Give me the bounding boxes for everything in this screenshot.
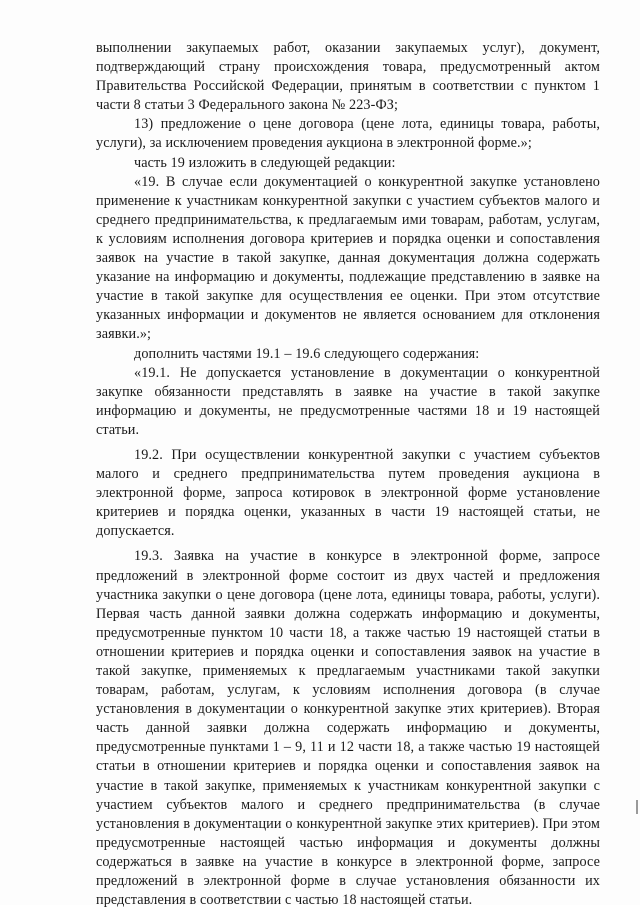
paragraph-add-parts: дополнить частями 19.1 – 19.6 следующего содержания:: [134, 345, 480, 362]
paragraph-part-19: «19. В случае если документацией о конкурентной закупке установлено применение к участникам конкурентной закупки с участием субъектов малого и среднего предпринимательства, к предлагаемым ими товарам, работам, услугам, к условиям исполнения договора критериев и порядка оценки и сопоставления заявок на участие в такой закупке, данная документация должна содержать указание на информацию и документы, подлежащие представлению в заявке на участие в такой закупке для осуществления ее оценки. При этом отсутствие указанных информации и документов не является основанием для отклонения заявки.»;: [96, 173, 600, 343]
paragraph-part-19-2: 19.2. При осуществлении конкурентной закупки с участием субъектов малого и среднего предпринимательства путем проведения аукциона в электронной форме, запроса котировок в электронной форме установление критериев и порядка оценки, указанных в части 19 настоящей статьи, не допускается.: [96, 446, 600, 540]
paragraph-part-19-3: 19.3. Заявка на участие в конкурсе в электронной форме, запросе предложений в электронной форме состоит из двух частей и предложения участника закупки о цене договора (цене лота, единицы товара, работы, услуги). Первая часть данной заявки должна содержать информацию и документы, предусмотренные пунктом 10 части 18, а также частью 19 настоящей статьи в отношении критериев и порядка оценки и сопоставления заявок на участие в такой закупке, применяемых к предлагаемым участниками такой закупки товарам, работам, услугам, к условиям исполнения договора (в случае установления в документации о конкурентной закупке этих критериев). Вторая часть данной заявки должна содержать информацию и документы, предусмотренные пунктами 1 – 9, 11 и 12 части 18, а также частью 19 настоящей статьи в отношении критериев и порядка оценки и сопоставления заявок на участие в такой закупке, применяемых к участникам конкурентной закупки с участием субъектов малого и среднего предпринимательства (в случае установления в документации о конкурентной закупке этих критериев). При этом предусмотренные настоящей частью информация и документы должны содержаться в заявке на участие в конкурсе в электронной форме, запросе предложений в электронной форме в случае установления обязанности их представления в соответствии с частью 18 настоящей статьи.: [96, 548, 600, 909]
paragraph-amend-part-19: часть 19 изложить в следующей редакции:: [134, 154, 396, 171]
paragraph-continuation: выполнении закупаемых работ, оказании закупаемых услуг), документ, подтверждающий страну происхождения товара, предусмотренный актом Правительства Российской Федерации, принятым в соответствии с пунктом 1 части 8 статьи 3 Федерального закона № 223-ФЗ;: [96, 40, 600, 114]
document-body: [96, 39, 600, 910]
scan-edge-mark: [636, 800, 638, 814]
paragraph-item-13: 13) предложение о цене договора (цене лота, единицы товара, работы, услуги), за исключением проведения аукциона в электронной форме.»;: [96, 116, 600, 152]
paragraph-part-19-1: «19.1. Не допускается установление в документации о конкурентной закупке обязанности представлять в заявке на участие в такой закупке информацию и документы, не предусмотренные частями 18 и 19 настоящей статьи.: [96, 364, 600, 438]
